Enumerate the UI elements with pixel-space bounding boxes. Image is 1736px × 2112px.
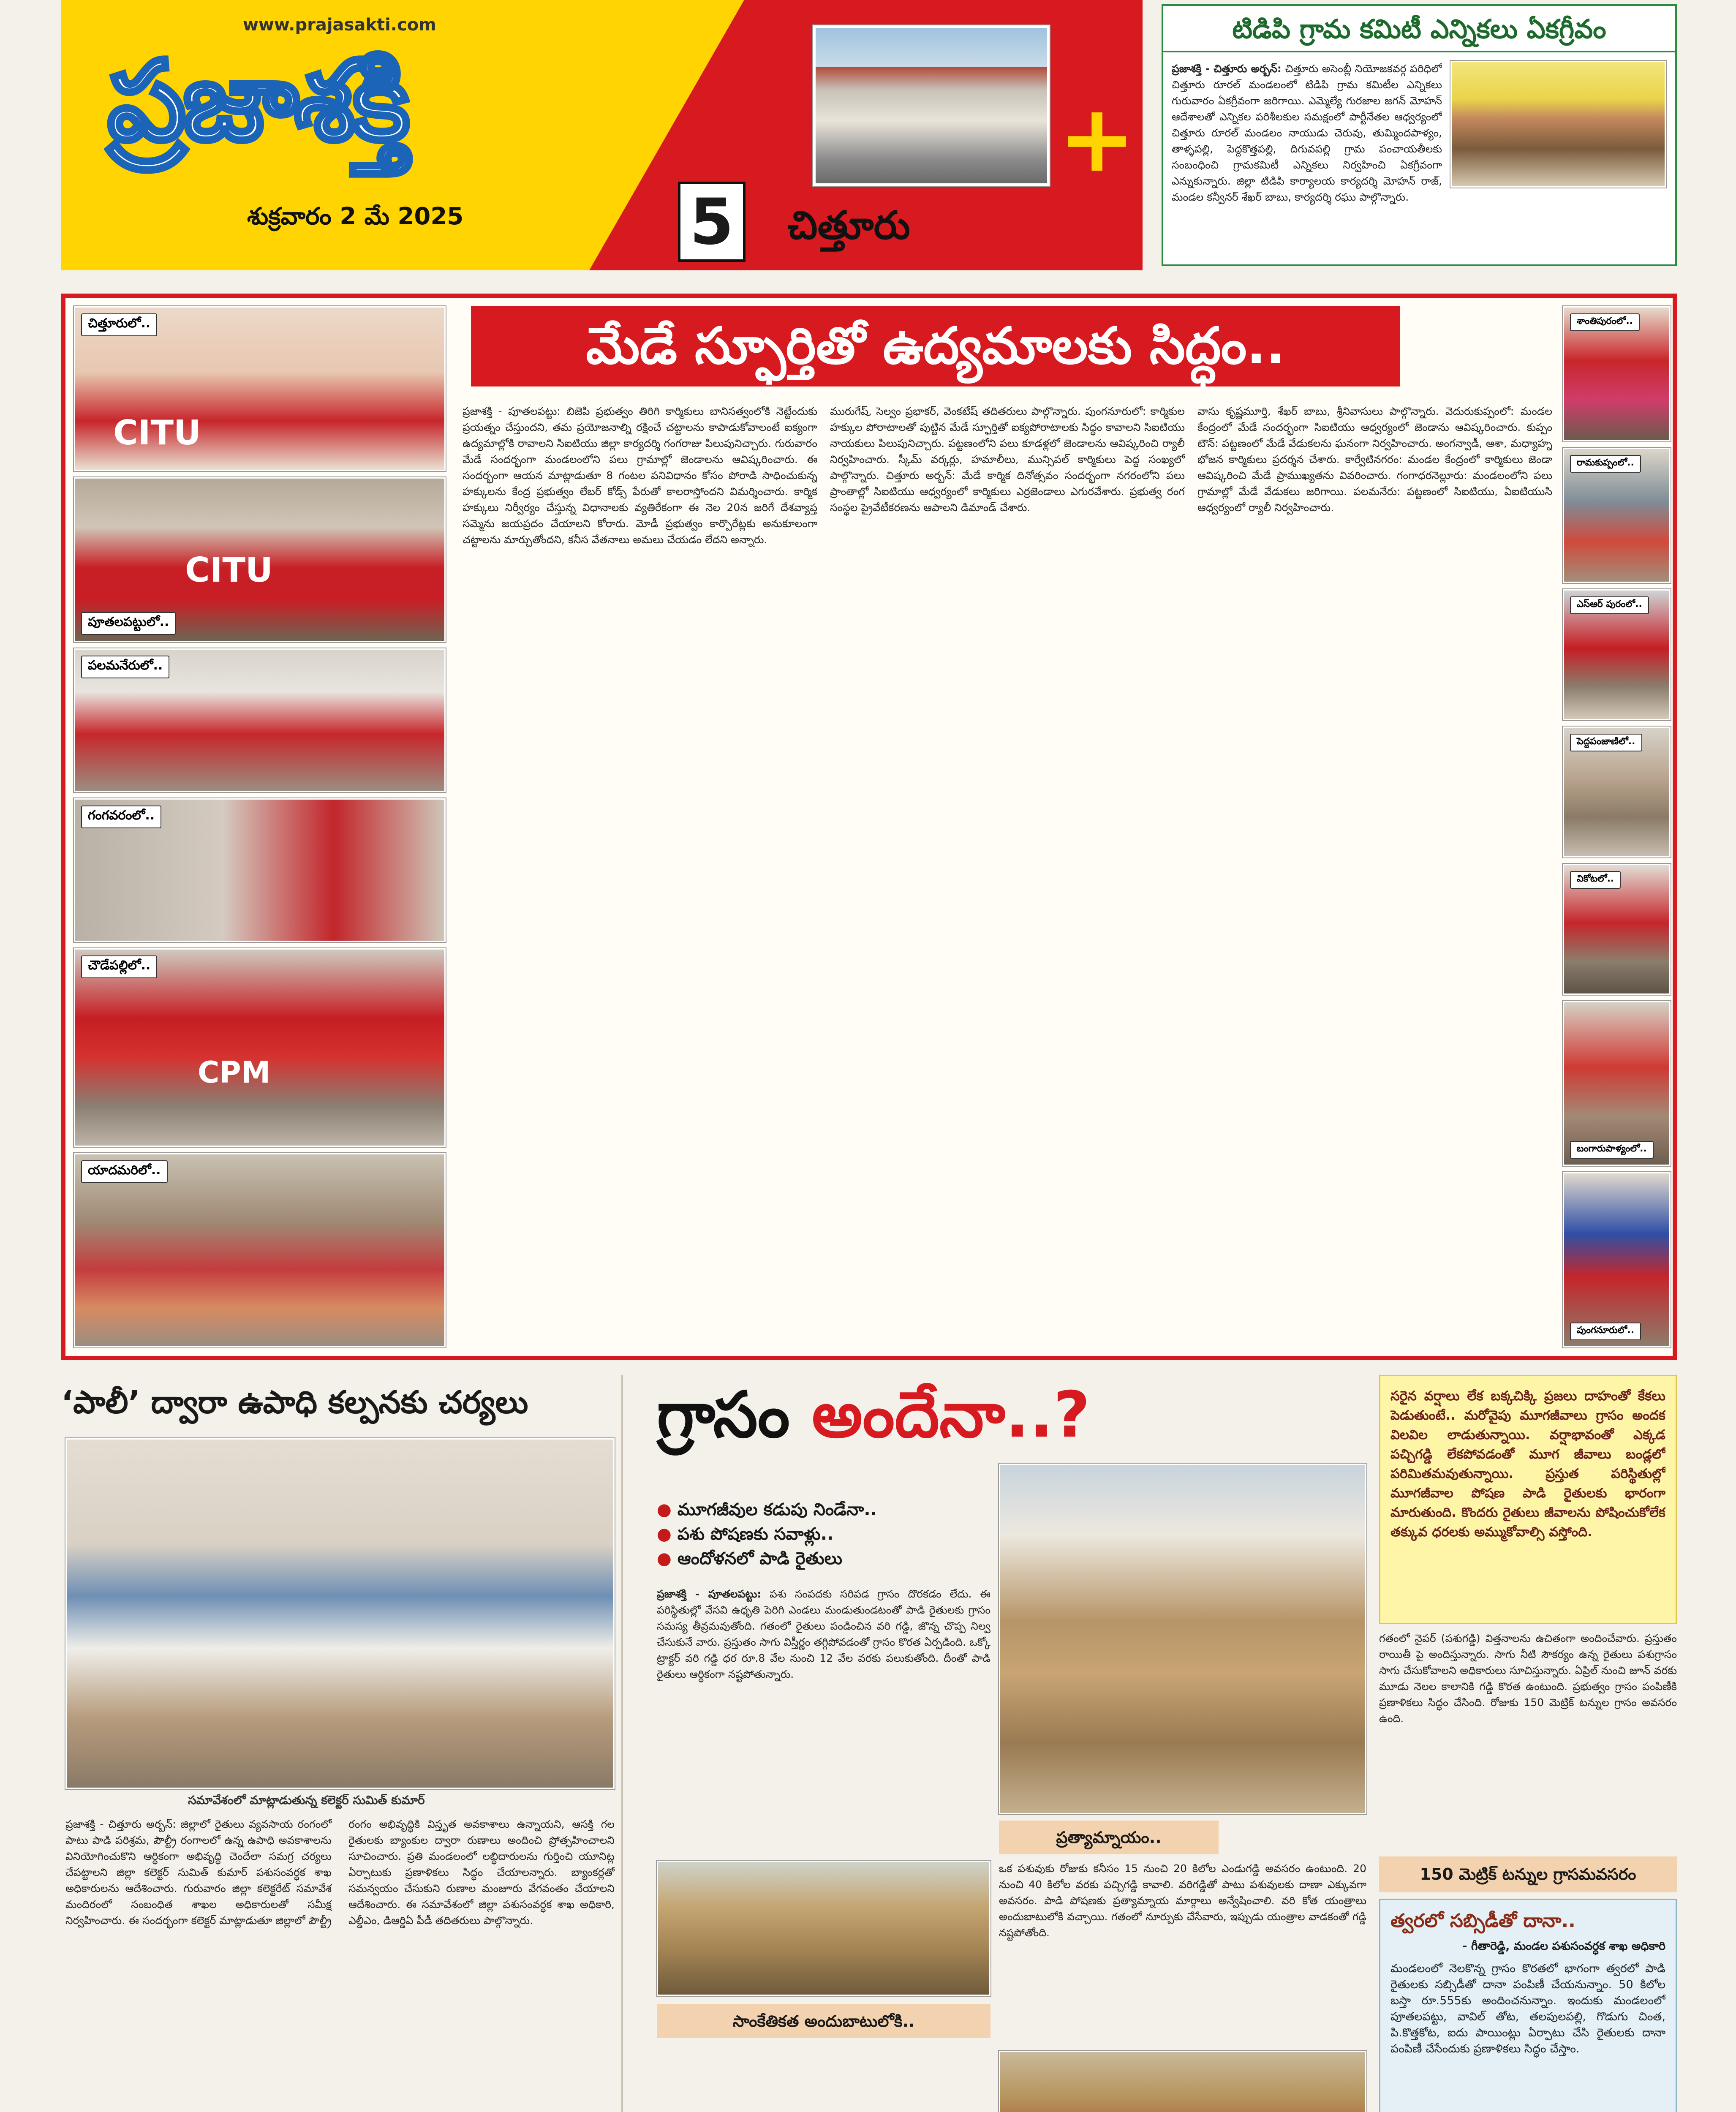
grasam-text: పశు సంపదకు సరిపడ గ్రాసం దొరకడం లేదు. ఈ పరిస్థితుల్లో వేసవి ఉధృతి పెరిగి ఎండలు మండుతుండటంతో పాడి రైతులకు గ్రాసం సమస్య తీవ్రమవుతోంది. గతంలో రైతులు పండించిన వరి గడ్డి, జొన్న చొప్ప నిల్వ చేసుకునే వారు. ప్రస్తుతం సాగు విస్తీర్ణం తగ్గిపోవడంతో గ్రాసం కొరత ఏర్పడింది. ఒక్కో ట్రాక్టర్ వరి గడ్డి ధర రూ.8 వేల నుంచి 12 వేల వరకు పలుకుతోంది. దీంతో పాడి రైతులు ఆర్థికంగా నష్టపోతున్నారు.: [657, 1588, 990, 1680]
caption: శాంతిపురంలో..: [1570, 313, 1640, 331]
mayday-photo-punganur: [1563, 1172, 1671, 1347]
tdp-text: చిత్తూరు అసెంబ్లీ నియోజకవర్గ పరిధిలో చిత్తూరు రూరల్ మండలంలో టిడిపి గ్రామ కమిటీల ఎన్నికలు గురువారం ఏకగ్రీవంగా జరిగాయి. ఎమ్మెల్యే గురజాల జగన్ మోహన్ ఆదేశాలతో ఎన్నికల పరిశీలకుల సమక్షంలో పార్టీనేతల ఆధ్వర్యంలో చిత్తూరు రూరల్ మండలం నాయుడు చెరువు, తుమ్మిందపాళ్యం, తాళ్ళపల్లి, పెద్దకొత్తపల్లి, దిగువపల్లి గ్రామ పంచాయతీలకు సంబంధించి గ్రామకమిటీ ఎన్నికలు నిర్వహించి ఏకగ్రీవంగా ఎన్నుకున్నారు. జిల్లా టిడిపి కార్యాలయ కార్యదర్శి మోహన్ రాజ్, మండల కన్వీనర్ శేఖర్ బాబు, కార్యదర్శి రఘు పాల్గొన్నారు.: [1172, 63, 1442, 203]
quote-byline: - గీతారెడ్డి, మండల పశుసంవర్ధక శాఖ అధికారి: [1462, 1940, 1665, 1953]
tdp-headline: టిడిపి గ్రామ కమిటీ ఎన్నికలు ఏకగ్రీవం: [1163, 6, 1675, 52]
tdp-dateline: ప్రజాశక్తి - చిత్తూరు అర్బన్:: [1172, 63, 1282, 75]
grasam-column-b: గతంలో నైపర్ (పశుగడ్డి) విత్తనాలను ఉచితంగా అందించేవారు. ప్రస్తుతం రాయితీ పై అందిస్తున్నారు. సాగు నీటి సౌకర్యం ఉన్న రైతులు పశుగ్రాసం సాగు చేసుకోవాలని అధికారులు సూచిస్తున్నారు. ఏప్రిల్ నుంచి జూన్ వరకు మూడు నెలల కాలానికి గడ్డి కొరత ఉంటుంది. ప్రభుత్వం గ్రాసం పంపిణీకి ప్రణాళికలు సిద్ధం చేసింది. రోజుకు 150 మెట్రిక్ టన్నుల గ్రాసం అవసరం ఉంది.: [1379, 1632, 1677, 1725]
grasam-intro-box: [1379, 1375, 1677, 1624]
grasam-headline: [657, 1375, 1090, 1455]
mayday-photo-peddapanjani: [1563, 727, 1671, 857]
mayday-story: [61, 294, 1677, 1360]
poly-meeting-photo: [65, 1438, 615, 1789]
tdp-body: [1172, 61, 1442, 259]
site-url: www.prajasakti.com: [243, 15, 436, 35]
mayday-column-1: ప్రజాశక్తి - పూతలపట్టు: బిజెపి ప్రభుత్వం తిరిగి కార్మికులు బానిసత్వంలోకి నెట్టేందుకు ప్రయత్నం చేస్తుందని, తమ ప్రయోజనాల్ని రక్షించే చట్టాలను కాపాడుకోవాలంటే ఐక్యంగా ఉద్యమాల్లోకి రావాలని సిఐటియు జిల్లా కార్యదర్శి గంగరాజు పిలుపునిచ్చారు. గురువారం మేడే సందర్భంగా మండలంలోని పలు గ్రామాల్లో జెండాలను ఆవిష్కరించారు. ఈ సందర్భంగా ఆయన మాట్లాడుతూ 8 గంటల పనివిధానం కోసం పోరాడి సాధించుకున్న హక్కులను కేంద్ర ప్రభుత్వం లేబర్ కోడ్స్ పేరుతో కాలరాస్తోందని విమర్శించారు. కార్మిక హక్కులు నిర్వీర్యం చేస్తున్న విధానాలకు వ్యతిరేకంగా ఈ నెల 20న జరిగే దేశవ్యాప్త సమ్మెను జయప్రదం చేయాలని కోరారు. మోడీ ప్రభుత్వం కార్పొరేట్లకు అనుకూలంగా చట్టాలను మార్చుతోందని, కనీస వేతనాలు అమలు చేయడం లేదని అన్నారు.: [463, 405, 817, 546]
mayday-photo-yadamari: [74, 1153, 446, 1347]
quote-headline: త్వరలో సబ్సిడీతో దానా..: [1390, 1910, 1575, 1932]
mayday-photo-puthalapattu: [74, 477, 446, 642]
polytechnic-story: [61, 1375, 623, 2112]
newspaper-logo: ప్రజాశక్తి: [108, 38, 407, 165]
caption: రామకుప్పంలో..: [1570, 455, 1641, 473]
mayday-photo-bangarupalyam: [1563, 1001, 1671, 1166]
grasam-story: [640, 1375, 1677, 2112]
district-name: చిత్తూరు: [788, 203, 910, 248]
grasam-column-a: ఒక పశువుకు రోజుకు కనీసం 15 నుంచి 20 కిలోల ఎండుగడ్డి అవసరం ఉంటుంది. 20 నుంచి 40 కిలోల వరకు పచ్చిగడ్డి కావాలి. వరిగడ్డితో పాటు పశువులకు దాణా ఎక్కువగా అవసరం. పాడి పోషణకు ప్రత్యామ్నాయ మార్గాలు అన్వేషించాలి. వరి కోత యంత్రాలు అందుబాటులోకి వచ్చాయి. గతంలో నూర్పుకు చేసేవారు, ఇప్పుడు యంత్రాల వాడకంతో గడ్డి నష్టపోతోంది.: [999, 1862, 1366, 1939]
grasam-body: [657, 1586, 990, 1856]
plus-mark: +: [1058, 84, 1136, 193]
mayday-photo-chittoor: [74, 306, 446, 471]
poly-headline: ‘పాలీ’ ద్వారా ఉపాధి కల్పనకు చర్యలు: [61, 1384, 528, 1421]
grasam-sub-150mt: 150 మెట్రిక్ టన్నుల గ్రాసమవసరం: [1379, 1856, 1677, 1892]
grasam-sub-alternative: ప్రత్యామ్నాయం..: [999, 1821, 1219, 1854]
caption: ఎస్ఆర్ పురంలో..: [1570, 596, 1649, 614]
caption: పలమనేరులో..: [81, 656, 169, 678]
page-number: 5: [678, 182, 746, 262]
tdp-story: [1162, 4, 1677, 266]
grasam-headline-a: గ్రాసం: [657, 1378, 790, 1452]
grasam-hay-photo: [657, 1861, 990, 1996]
grasam-bullet: ● మూగజీవుల కడుపు నిండేనా..: [657, 1497, 986, 1522]
grasam-bullet: ● ఆందోళనలో పాడి రైతులు: [657, 1546, 986, 1571]
caption: బంగారుపాళ్యంలో..: [1570, 1141, 1654, 1159]
mayday-photo-palamaner: [74, 648, 446, 792]
mayday-column-3: వాసు కృష్ణమూర్తి, శేఖర్ బాబు, శ్రీనివాసులు పాల్గొన్నారు. వెదురుకుప్పంలో: మండల కేంద్రంలో మేడే సందర్భంగా సిఐటియు ఆధ్వర్యంలో జెండాను ఆవిష్కరించారు. కుప్పం టౌన్: పట్టణంలో మేడే వేడుకలను ఘనంగా నిర్వహించారు. అంగన్వాడీ, ఆశా, మధ్యాహ్న భోజన కార్మికులు ప్రదర్శన చేశారు. కార్వేటినగరం: మండల కేంద్రంలో కార్మికులు జెండా ఆవిష్కరించి మేడే ప్రాముఖ్యతను వివరించారు. గంగాధరనెల్లూరు: మండలంలోని పలు గ్రామాల్లో మేడే వేడుకలు జరిగాయి. పలమనేరు: పట్టణంలో సిఐటియు, ఏఐటియుసి ఆధ్వర్యంలో ర్యాలీ నిర్వహించారు.: [1197, 405, 1552, 514]
quote-body: మండలంలో నెలకొన్న గ్రాసం కొరతలో భాగంగా త్వరలో పాడి రైతులకు సబ్సిడీతో దానా పంపిణీ చేయనున్నాం. 50 కిలోల బస్తా రూ.555కు అందించనున్నాం. ఇందుకు మండలంలో పూతలపట్టు, వావిల్ తోట, తలపులపల్లి, గొడుగు చింత, పి.కొత్తకోట, ఐదు పాయింట్లు ఏర్పాటు చేసి రైతులకు దానా పంపిణీ చేసేందుకు ప్రణాళికలు సిద్ధం చేస్తాం.: [1390, 1962, 1665, 2055]
mayday-photo-santhipuram: [1563, 306, 1671, 441]
grasam-quote-box: [1379, 1899, 1677, 2112]
mayday-column-2: మురుగేష్, సెల్వం ప్రభాకర్, వెంకటేష్ తదితరులు పాల్గొన్నారు. పుంగనూరులో: కార్మికుల హక్కుల పోరాటాలతో పుట్టిన మేడే స్ఫూర్తితో ఐక్యపోరాటాలకు సిద్ధం కావాలని సిఐటియు నాయకులు పిలుపునిచ్చారు. పట్టణంలోని పలు కూడళ్లలో జెండాలను ఆవిష్కరించి ర్యాలీ నిర్వహించారు. స్కీమ్ వర్కర్లు, హమాలీలు, మున్సిపల్ కార్మికులు పెద్ద సంఖ్యలో పాల్గొన్నారు. చిత్తూరు అర్బన్: మేడే కార్మిక దినోత్సవం సందర్భంగా నగరంలోని పలు ప్రాంతాల్లో సిఐటియు ఆధ్వర్యంలో కార్మికులు ఎర్రజెండాలు ఎగురవేశారు. ప్రభుత్వ రంగ సంస్థల ప్రైవేటీకరణను ఆపాలని డిమాండ్ చేశారు.: [830, 405, 1185, 514]
grasam-dateline: ప్రజాశక్తి - పూతలపట్టు:: [657, 1588, 762, 1600]
citu-banner: CITU: [185, 550, 273, 590]
grasam-intro-text: సరైన వర్షాలు లేక బక్కచిక్కి ప్రజలు దాహంతో కేకలు పెడుతుంటే.. మరోవైపు మూగజీవాలు గ్రాసం అందక విలవిల లాడుతున్నాయి. వర్షాభావంతో ఎక్కడ పచ్చిగడ్డి లేకపోవడంతో మూగ జీవాలు బండ్లలో పరిమితమవుతున్నాయి. ప్రస్తుత పరిస్థితుల్లో మూగజీవాల పోషణ పాడి రైతులకు భారంగా మారుతుంది. కొందరు రైతులు జీవాలను పోషించుకోలేక తక్కువ ధరలకు అమ్ముకోవాల్సి వస్తోంది.: [1390, 1388, 1665, 1540]
masthead: [61, 0, 1143, 270]
mayday-photo-chowdepalle: [74, 948, 446, 1147]
caption: చిత్తూరులో..: [81, 313, 157, 336]
poly-photo-caption: సమావేశంలో మాట్లాడుతున్న కలెక్టర్ సుమిత్ కుమార్: [188, 1793, 425, 1807]
issue-date: శుక్రవారం 2 మే 2025: [247, 203, 464, 230]
mayday-photo-vkota: [1563, 864, 1671, 995]
caption: పూతలపట్టులో..: [81, 612, 176, 635]
mayday-photo-gangavaram: [74, 798, 446, 942]
grasam-cows-photo: [999, 2051, 1366, 2112]
mayday-photo-ramakuppam: [1563, 448, 1671, 583]
mayday-photo-srpuram: [1563, 589, 1671, 720]
grasam-bullet: ● పశు పోషణకు సవాళ్లు..: [657, 1522, 986, 1546]
caption: చౌడేపల్లిలో..: [81, 955, 157, 978]
caption: వికోటలో..: [1570, 871, 1621, 889]
caption: పుంగనూరులో..: [1570, 1323, 1641, 1340]
poly-body: ప్రజాశక్తి - చిత్తూరు అర్బన్: జిల్లాలో రైతులు వ్యవసాయ రంగంలో పాటు పాడి పరిశ్రమ, పౌల్ట్రీ రంగాలలో ఉన్న ఉపాధి అవకాశాలను వినియోగించుకొని ఆర్థికంగా అభివృద్ధి చెందేలా సమగ్ర చర్యలు చేపట్టాలని జిల్లా కలెక్టర్ సుమిత్ కుమార్ పశుసంవర్ధక శాఖ అధికారులను ఆదేశించారు. గురువారం జిల్లా కలెక్టరేట్ సమావేశ మందిరంలో సంబంధిత శాఖల అధికారులతో సమీక్ష నిర్వహించారు. ఈ సందర్భంగా కలెక్టర్ మాట్లాడుతూ జిల్లాలో పౌల్ట్రీ రంగం అభివృద్ధికి విస్తృత అవకాశాలు ఉన్నాయని, ఆసక్తి గల రైతులకు బ్యాంకుల ద్వారా రుణాలు అందించి ప్రోత్సహించాలని సూచించారు. ప్రతి మండలంలో లబ్ధిదారులను గుర్తించి యూనిట్ల ఏర్పాటుకు ప్రణాళికలు సిద్ధం చేయాలన్నారు. బ్యాంకర్లతో సమన్వయం చేసుకుని రుణాల మంజూరు వేగవంతం చేయాలని ఆదేశించారు. ఈ సమావేశంలో జిల్లా పశుసంవర్ధక శాఖ అధికారి, ఎల్డీఎం, డిఆర్డిఏ పీడీ తదితరులు పాల్గొన్నారు.: [65, 1818, 615, 1927]
grasam-cattle-photo: [999, 1464, 1366, 1814]
mayday-headline: మేడే స్ఫూర్తితో ఉద్యమాలకు సిద్ధం..: [471, 306, 1400, 386]
cpm-banner: CPM: [198, 1055, 271, 1090]
caption: గంగవరంలో..: [81, 806, 161, 828]
caption: యాదమరిలో..: [81, 1160, 168, 1183]
building-photo: [813, 25, 1050, 186]
grasam-sub-technology: సాంకేతికత అందుబాటులోకి..: [657, 2004, 990, 2038]
tdp-photo: [1450, 61, 1666, 188]
caption: పెద్దపంజాణిలో..: [1570, 734, 1642, 751]
citu-banner: CITU: [113, 413, 201, 452]
grasam-headline-b: అందేనా..?: [812, 1378, 1090, 1452]
grasam-bullets: [657, 1497, 986, 1571]
